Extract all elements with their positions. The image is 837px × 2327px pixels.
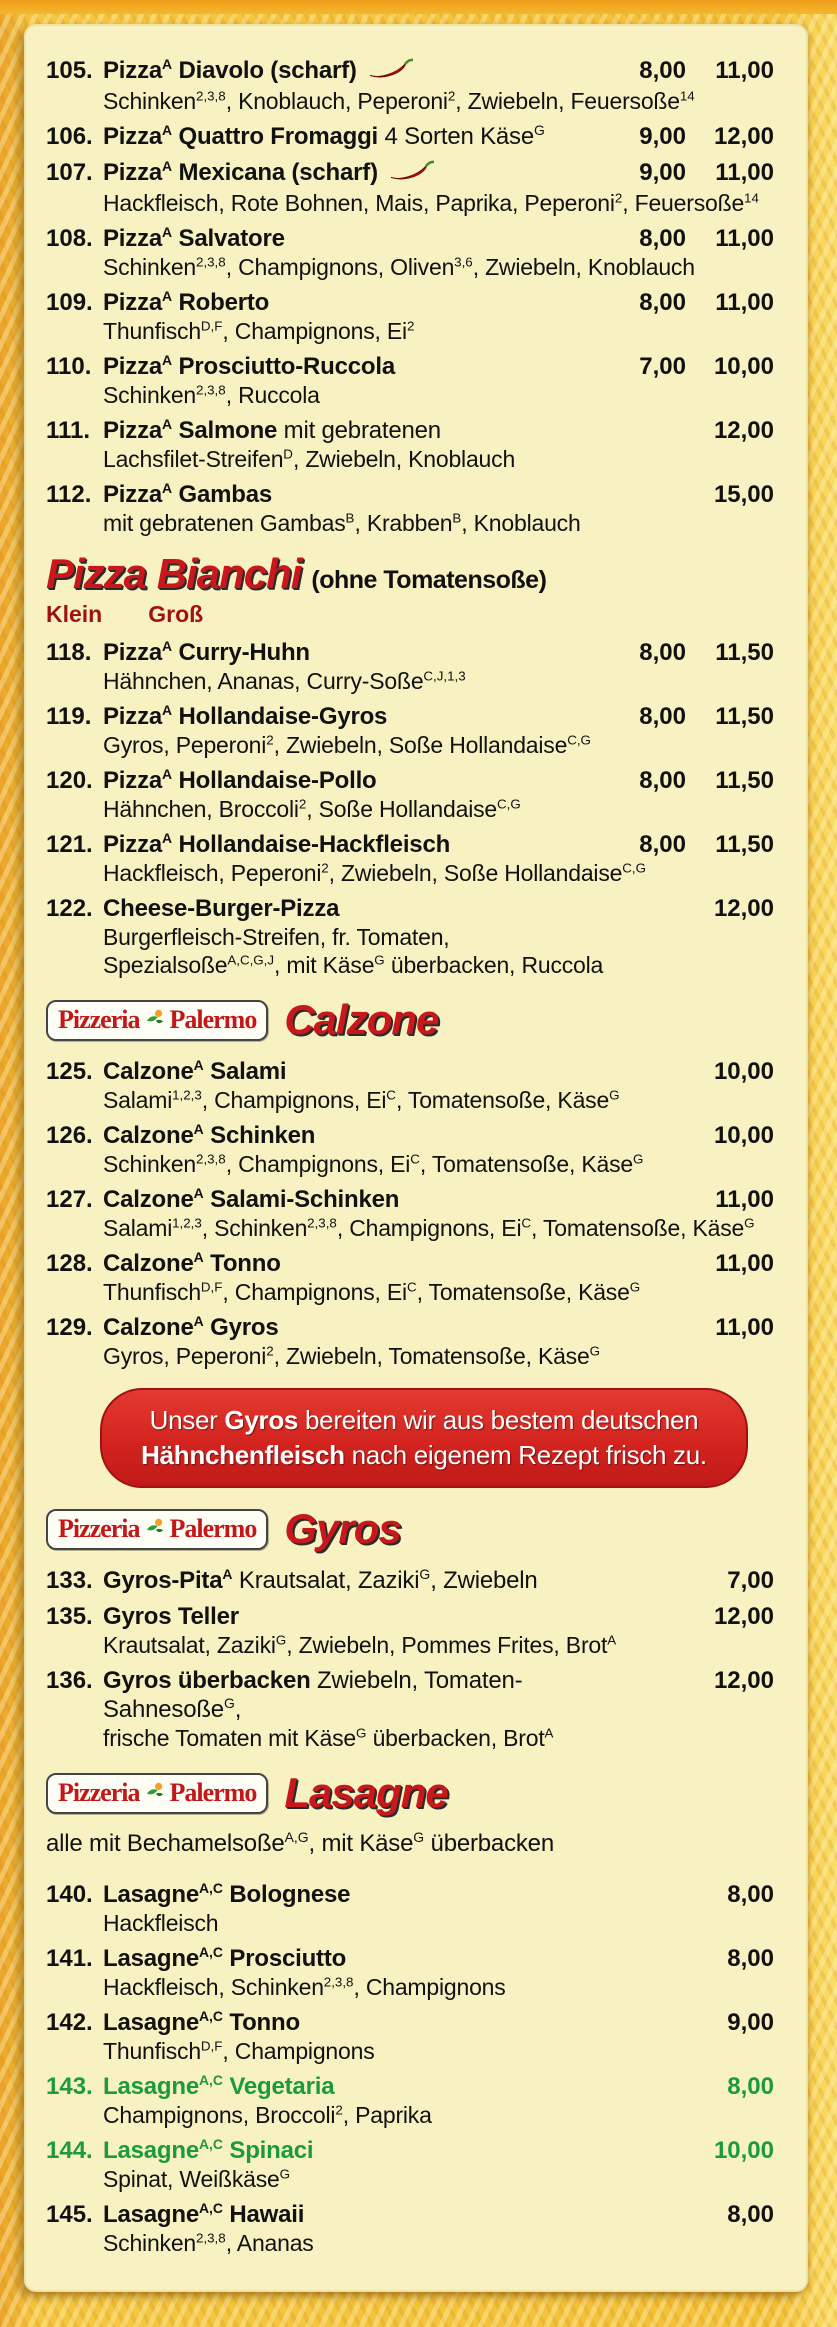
item-title-text: Pizza$^A$ Salvatore — [103, 224, 285, 252]
menu-item — [46, 2136, 774, 2193]
item-title-text: Lasagne$^{A,C}$ Tonno — [103, 2008, 300, 2036]
price-large: 10,00 — [713, 353, 774, 380]
item-description: Schinken$^{2,3,8}$, Ananas — [103, 2230, 314, 2256]
chili-pepper-icon — [367, 59, 413, 86]
item-description: Champignons, Broccoli$^2$, Paprika — [103, 2102, 432, 2128]
menu-item-row — [46, 416, 774, 445]
col-label-klein: Klein — [46, 601, 103, 627]
logo-text-pizzeria: Pizzeria — [58, 1777, 140, 1807]
item-title — [103, 416, 598, 445]
item-description: Hähnchen, Broccoli$^2$, Soße Hollandaise$^{C,G}$ — [103, 796, 521, 822]
item-title — [103, 1121, 598, 1150]
menu-item — [46, 122, 774, 151]
price-large: 12,00 — [713, 1667, 774, 1694]
item-description: Schinken$^{2,3,8}$, Knoblauch, Peperoni$^2$, Zwiebeln, Feuersoße$^{14}$ — [103, 88, 695, 114]
menu-item — [46, 2200, 774, 2257]
menu-item-row — [46, 1057, 774, 1086]
item-title — [103, 1880, 598, 1909]
item-number: 129. — [46, 1314, 93, 1341]
menu-item-row — [46, 352, 774, 381]
price-small: 8,00 — [639, 289, 686, 316]
item-title — [103, 2008, 598, 2037]
item-number: 118. — [46, 639, 92, 666]
menu-item-row — [46, 2008, 774, 2037]
palermo-logo-badge — [46, 1509, 268, 1550]
menu-item — [46, 766, 774, 823]
logo-text-pizzeria: Pizzeria — [58, 1513, 140, 1543]
item-number: 105. — [46, 57, 93, 84]
menu-item-row — [46, 224, 774, 253]
menu-item — [46, 2072, 774, 2129]
menu-item-row — [46, 894, 774, 923]
logo-text-palermo: Palermo — [169, 1004, 257, 1034]
item-title-text: Pizza$^A$ Salmone mit gebratenen — [103, 416, 441, 444]
item-number: 121. — [46, 831, 93, 858]
menu-item-row — [46, 1666, 774, 1724]
price-small: 7,00 — [639, 353, 686, 380]
item-number: 136. — [46, 1667, 93, 1694]
item-description: Salami$^{1,2,3}$, Champignons, $Ei^C$, Tomatensoße, Käse$^G$ — [103, 1087, 620, 1113]
price-large: 10,00 — [713, 1122, 774, 1149]
section-title: Pizza Bianchi — [46, 550, 302, 597]
palermo-logo-icon — [144, 1781, 166, 1804]
section-header-pizza-bianchi — [46, 551, 774, 628]
menu-item — [46, 1121, 774, 1178]
item-title — [103, 1666, 598, 1724]
lasagne-note: alle mit Bechamelsoße$^{A,G}$, mit Käse$^G$ überbacken — [46, 1829, 554, 1857]
price-large: 8,00 — [727, 2201, 774, 2228]
item-number: 106. — [46, 123, 93, 150]
price-small: 8,00 — [639, 225, 686, 252]
item-description: Schinken$^{2,3,8}$, Champignons, Oliven$^{3,6}$, Zwiebeln, Knoblauch — [103, 254, 695, 280]
price-large: 11,00 — [715, 57, 774, 84]
price-large: 11,00 — [715, 289, 774, 316]
item-title — [103, 1249, 598, 1278]
palermo-logo-badge — [46, 1000, 268, 1041]
section-header-calzone — [46, 997, 774, 1043]
item-number: 119. — [46, 703, 92, 730]
menu-item-row — [46, 2200, 774, 2229]
item-description: Salami$^{1,2,3}$, Schinken$^{2,3,8}$, Champignons, $Ei^C$, Tomatensoße, Käse$^G$ — [103, 1215, 755, 1241]
item-title — [103, 158, 598, 189]
menu-item — [46, 894, 774, 979]
price-large: 11,00 — [715, 1314, 774, 1341]
menu-item — [46, 1602, 774, 1659]
item-title-text: Calzone$^A$ Schinken — [103, 1121, 316, 1149]
menu-item — [46, 416, 774, 473]
menu-item-row — [46, 1121, 774, 1150]
menu-section-lasagne — [46, 1770, 774, 2257]
item-title-text: Pizza$^A$ Prosciutto-Ruccola — [103, 352, 395, 380]
item-title — [103, 766, 598, 795]
menu-item — [46, 352, 774, 409]
item-title-text: Calzone$^A$ Tonno — [103, 1249, 281, 1277]
menu-item-row — [46, 288, 774, 317]
price-large: 8,00 — [727, 2073, 774, 2100]
section-title: Calzone — [284, 996, 439, 1043]
price-small: 8,00 — [639, 639, 686, 666]
item-title-text: Pizza$^A$ Hollandaise-Pollo — [103, 766, 377, 794]
item-number: 143. — [46, 2073, 93, 2100]
price-large: 11,00 — [715, 159, 774, 186]
menu-card — [24, 24, 808, 2292]
item-number: 142. — [46, 2009, 93, 2036]
palermo-logo-icon — [144, 1008, 166, 1031]
item-title-text: Pizza$^A$ Roberto — [103, 288, 270, 316]
item-number: 122. — [46, 895, 93, 922]
menu-item — [46, 158, 774, 217]
menu-item-row — [46, 1185, 774, 1214]
menu-item-row — [46, 2072, 774, 2101]
item-title — [103, 352, 598, 381]
item-title-text: Calzone$^A$ Salami-Schinken — [103, 1185, 400, 1213]
price-large: 10,00 — [713, 1058, 774, 1085]
item-description: Schinken$^{2,3,8}$, Champignons, $Ei^C$, Tomatensoße, Käse$^G$ — [103, 1151, 644, 1177]
item-number: 127. — [46, 1186, 93, 1213]
item-title-text: Lasagne$^{A,C}$ Spinaci — [103, 2136, 314, 2164]
price-large: 12,00 — [713, 1603, 774, 1630]
item-title — [103, 2136, 598, 2165]
menu-item-row — [46, 830, 774, 859]
item-title-text: Gyros-Pita$^A$ Krautsalat, Zaziki$^G$, Zwiebeln — [103, 1566, 538, 1594]
item-description: Hackfleisch, Schinken$^{2,3,8}$, Champignons — [103, 1974, 506, 2000]
item-title-text: Lasagne$^{A,C}$ Vegetaria — [103, 2072, 335, 2100]
price-large: 11,00 — [715, 1250, 774, 1277]
item-number: 107. — [46, 159, 93, 186]
item-title-text: Pizza$^A$ Mexicana (scharf) — [103, 158, 378, 186]
menu-item — [46, 702, 774, 759]
section-title: Gyros — [284, 1505, 401, 1552]
item-description: frische Tomaten mit Käse$^G$ überbacken, Brot$^A$ — [103, 1725, 554, 1751]
menu-item-row — [46, 1602, 774, 1631]
item-title-text: Pizza$^A$ Hollandaise-Hackfleisch — [103, 830, 451, 858]
menu-item — [46, 56, 774, 115]
menu-item-row — [46, 1313, 774, 1342]
item-title-text: Lasagne$^{A,C}$ Bolognese — [103, 1880, 351, 1908]
size-column-labels — [46, 601, 774, 628]
price-large: 8,00 — [727, 1881, 774, 1908]
item-number: 112. — [46, 481, 92, 508]
item-title-text: Pizza$^A$ Curry-Huhn — [103, 638, 310, 666]
menu-item — [46, 288, 774, 345]
item-description: Hackfleisch, Peperoni$^2$, Zwiebeln, Soße Hollandaise$^{C,G}$ — [103, 860, 646, 886]
logo-text-palermo: Palermo — [169, 1777, 257, 1807]
item-title — [103, 1944, 598, 1973]
menu-item-row — [46, 122, 774, 151]
menu-item — [46, 224, 774, 281]
item-number: 133. — [46, 1567, 93, 1594]
price-large: 11,00 — [715, 225, 774, 252]
item-number: 145. — [46, 2201, 93, 2228]
item-title — [103, 2072, 598, 2101]
menu-item — [46, 1944, 774, 2001]
item-number: 126. — [46, 1122, 93, 1149]
menu-item — [46, 1249, 774, 1306]
item-title — [103, 1566, 598, 1595]
item-title — [103, 1057, 598, 1086]
price-large: 11,00 — [715, 1186, 774, 1213]
item-title — [103, 1602, 598, 1631]
menu-item — [46, 480, 774, 537]
menu-item — [46, 830, 774, 887]
item-description: Spinat, Weißkäse$^G$ — [103, 2166, 290, 2192]
menu-item-row — [46, 1880, 774, 1909]
item-number: 110. — [46, 353, 92, 380]
item-title-text: Gyros überbacken Zwiebeln, Tomaten-Sahnesoße$^G$, — [103, 1667, 523, 1723]
price-large: 12,00 — [713, 895, 774, 922]
section-header-lasagne — [46, 1770, 774, 1816]
item-number: 111. — [46, 417, 91, 444]
menu-item-row — [46, 480, 774, 509]
item-number: 144. — [46, 2137, 93, 2164]
item-description: Lachsfilet-Streifen$^D$, Zwiebeln, Knoblauch — [103, 446, 516, 472]
menu-item-row — [46, 1566, 774, 1595]
price-small: 9,00 — [639, 123, 686, 150]
logo-text-palermo: Palermo — [169, 1513, 257, 1543]
gyros-info-banner: Unser Gyros bereiten wir aus bestem deutschen Hähnchenfleisch nach eigenem Rezept frisch zu. — [100, 1388, 748, 1488]
section-title: Lasagne — [284, 1769, 448, 1816]
item-description: Hackfleisch, Rote Bohnen, Mais, Paprika, Peperoni$^2$, Feuersoße$^{14}$ — [103, 190, 759, 216]
menu-item-row — [46, 638, 774, 667]
menu-item — [46, 638, 774, 695]
menu-item — [46, 1185, 774, 1242]
menu-section-pizza — [46, 56, 774, 537]
item-description: mit gebratenen Gambas$^B$, Krabben$^B$, Knoblauch — [103, 510, 581, 536]
menu-section-gyros-info — [46, 1388, 774, 1488]
item-description: Thunfisch$^{D,F}$, Champignons — [103, 2038, 375, 2064]
price-large: 10,00 — [713, 2137, 774, 2164]
menu-item — [46, 1666, 774, 1752]
item-title-text: Gyros Teller — [103, 1603, 239, 1630]
menu-item-row — [46, 766, 774, 795]
item-description: Hackfleisch — [103, 1910, 219, 1936]
chili-pepper-icon — [388, 161, 434, 188]
logo-text-pizzeria: Pizzeria — [58, 1004, 140, 1034]
item-number: 108. — [46, 225, 93, 252]
price-large: 11,50 — [715, 767, 774, 794]
item-number: 141. — [46, 1945, 93, 1972]
item-title — [103, 122, 598, 151]
item-number: 120. — [46, 767, 93, 794]
price-large: 11,50 — [715, 703, 774, 730]
menu-section-gyros — [46, 1506, 774, 1752]
item-title — [103, 480, 598, 509]
item-title-text: Lasagne$^{A,C}$ Hawaii — [103, 2200, 305, 2228]
menu-item — [46, 1566, 774, 1595]
item-title-text: Pizza$^A$ Quattro Fromaggi 4 Sorten Käse$^G$ — [103, 122, 545, 150]
price-large: 12,00 — [713, 123, 774, 150]
price-small: 8,00 — [639, 831, 686, 858]
section-header-gyros — [46, 1506, 774, 1552]
price-small: 8,00 — [639, 767, 686, 794]
item-number: 128. — [46, 1250, 93, 1277]
item-description: Thunfisch$^{D,F}$, Champignons, Ei$^2$ — [103, 318, 415, 344]
item-title — [103, 1185, 598, 1214]
item-title — [103, 1313, 598, 1342]
price-small: 9,00 — [639, 159, 686, 186]
palermo-logo-badge — [46, 1773, 268, 1814]
price-large: 9,00 — [727, 2009, 774, 2036]
menu-section-calzone — [46, 997, 774, 1370]
item-number: 109. — [46, 289, 93, 316]
menu-item — [46, 2008, 774, 2065]
menu-item-row — [46, 1249, 774, 1278]
menu-item — [46, 1313, 774, 1370]
menu-item-row — [46, 56, 774, 87]
menu-item — [46, 1880, 774, 1937]
item-description: Hähnchen, Ananas, Curry-Soße$^{C,J,1,3}$ — [103, 668, 466, 694]
item-title — [103, 2200, 598, 2229]
item-description: Gyros, Peperoni$^2$, Zwiebeln, Soße Hollandaise$^{C,G}$ — [103, 732, 591, 758]
item-title-text: Calzone$^A$ Gyros — [103, 1313, 279, 1341]
item-description: Burgerfleisch-Streifen, fr. Tomaten, Spezialsoße$^{A,C,G,J}$, mit Käse$^G$ überbacken, Ruccola — [103, 924, 604, 978]
menu-item-row — [46, 2136, 774, 2165]
item-title — [103, 702, 598, 731]
item-title — [103, 638, 598, 667]
price-large: 8,00 — [727, 1945, 774, 1972]
price-large: 11,50 — [715, 831, 774, 858]
item-title — [103, 830, 598, 859]
menu-section-pizza-bianchi — [46, 551, 774, 979]
price-large: 12,00 — [713, 417, 774, 444]
item-title-text: Calzone$^A$ Salami — [103, 1057, 287, 1085]
section-title-suffix: (ohne Tomatensoße) — [311, 566, 547, 594]
price-small: 8,00 — [639, 703, 686, 730]
menu-item-row — [46, 1944, 774, 1973]
item-number: 140. — [46, 1881, 93, 1908]
menu-item-row — [46, 158, 774, 189]
price-large: 11,50 — [715, 639, 774, 666]
menu-item — [46, 1057, 774, 1114]
item-number: 125. — [46, 1058, 93, 1085]
item-title — [103, 56, 598, 87]
item-title-text: Pizza$^A$ Diavolo (scharf) — [103, 56, 357, 84]
item-title-text: Cheese-Burger-Pizza — [103, 895, 340, 922]
item-title — [103, 288, 598, 317]
price-large: 15,00 — [713, 481, 774, 508]
item-number: 135. — [46, 1603, 93, 1630]
price-small: 8,00 — [639, 57, 686, 84]
item-description: Thunfisch$^{D,F}$, Champignons, $Ei^C$, Tomatensoße, Käse$^G$ — [103, 1279, 641, 1305]
item-title — [103, 894, 598, 923]
item-title — [103, 224, 598, 253]
price-large: 7,00 — [727, 1567, 774, 1594]
item-description: Schinken$^{2,3,8}$, Ruccola — [103, 382, 320, 408]
item-title-text: Pizza$^A$ Hollandaise-Gyros — [103, 702, 388, 730]
item-title-text: Lasagne$^{A,C}$ Prosciutto — [103, 1944, 347, 1972]
menu-item-row — [46, 702, 774, 731]
col-label-gross: Groß — [148, 601, 204, 627]
item-title-text: Pizza$^A$ Gambas — [103, 480, 273, 508]
item-description: Krautsalat, Zaziki$^G$, Zwiebeln, Pommes Frites, Brot$^A$ — [103, 1632, 617, 1658]
palermo-logo-icon — [144, 1517, 166, 1540]
item-description: Gyros, Peperoni$^2$, Zwiebeln, Tomatensoße, Käse$^G$ — [103, 1343, 600, 1369]
